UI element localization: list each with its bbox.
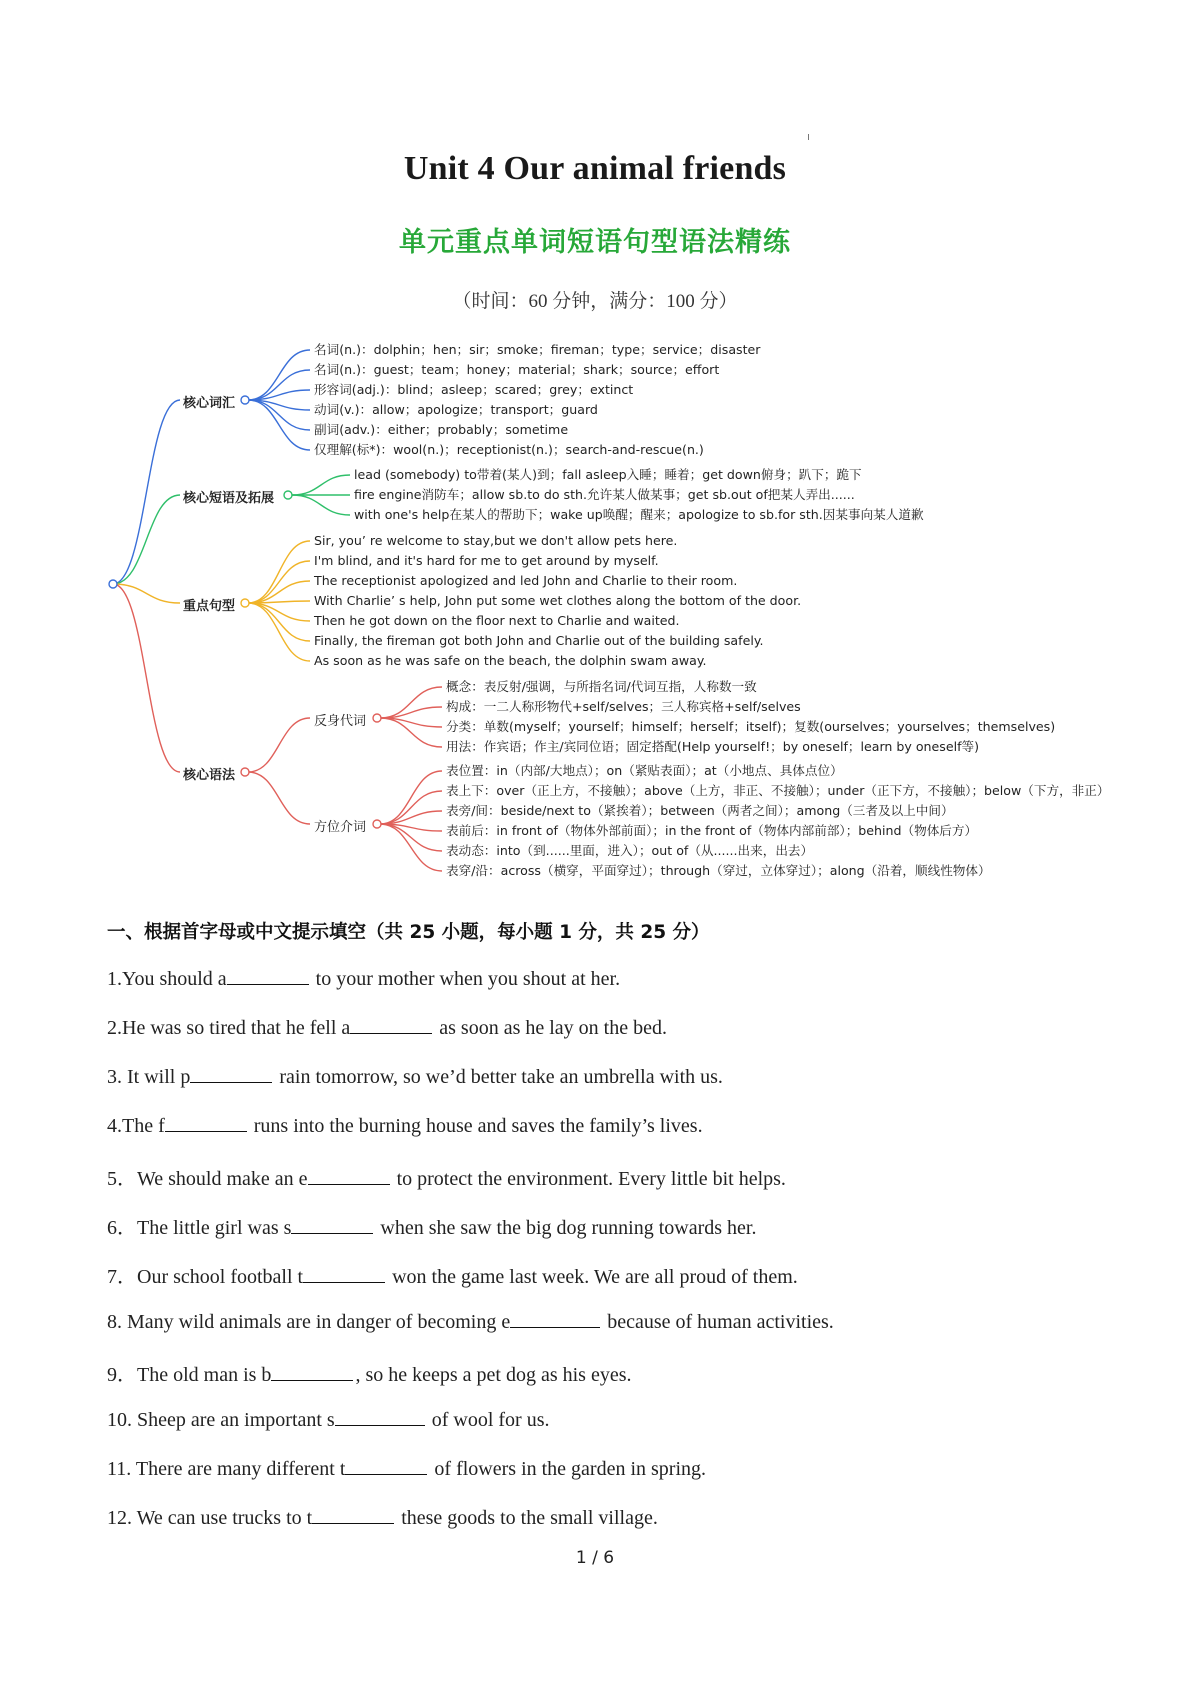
question-text: 8. Many wild animals are in danger of becoming e — [107, 1311, 511, 1333]
preposition-line: 表动态：into（到......里面，进入）；out of（从......出来，出去） — [446, 843, 814, 858]
preposition-line: 表位置：in（内部/大地点）；on（紧贴表面）；at（小地点、具体点位） — [446, 763, 843, 778]
branch-vocab-leaf — [248, 350, 310, 400]
phrase-line: with one's help在某人的帮助下；wake up唤醒；醒来；apologize to sb.for sth.因某事向某人道歉 — [354, 507, 924, 522]
answer-blank[interactable] — [190, 1064, 272, 1083]
answer-blank[interactable] — [303, 1264, 385, 1283]
sentence-line: The receptionist apologized and led John and Charlie to their room. — [314, 573, 738, 588]
page-subtitle: 单元重点单词短语句型语法精练 — [399, 227, 791, 258]
answer-blank[interactable] — [312, 1505, 394, 1524]
branch-vocab — [113, 400, 180, 584]
sentence-line: I'm blind, and it's hard for me to get around by myself. — [314, 553, 659, 568]
category-sentences: 重点句型 — [183, 599, 236, 614]
question-text: runs into the burning house and saves the family’s lives. — [248, 1115, 703, 1137]
vocab-line: 形容词(adj.)：blind；asleep；scared；grey；extinct — [314, 382, 634, 397]
question-text: these goods to the small village. — [396, 1507, 658, 1529]
question-text: rain tomorrow, so we’d better take an umbrella with us. — [274, 1066, 723, 1088]
question-9 — [107, 1358, 631, 1387]
preposition-line: 表穿/沿：across（横穿，平面穿过）；through（穿过，立体穿过）；along（沿着，顺线性物体） — [446, 863, 991, 878]
question-text: of wool for us. — [426, 1409, 550, 1431]
sentence-line: With Charlie’ s help, John put some wet clothes along the bottom of the door. — [314, 593, 802, 608]
node-root — [109, 580, 117, 588]
phrase-line: fire engine消防车；allow sb.to do sth.允许某人做某事；get sb.out of把某人弄出...... — [354, 487, 855, 502]
stray-mark — [808, 134, 809, 140]
question-11 — [107, 1456, 706, 1481]
answer-blank[interactable] — [308, 1166, 390, 1185]
sentence-line: Then he got down on the floor next to Charlie and waited. — [314, 613, 680, 628]
answer-blank[interactable] — [227, 966, 309, 985]
node-prepositions — [373, 820, 381, 828]
vocab-line: 仅理解(标*)：wool(n.)；receptionist(n.)；search-and-rescue(n.) — [314, 442, 704, 457]
node-phrases — [284, 491, 292, 499]
question-text: 4.The f — [107, 1115, 165, 1137]
question-10 — [107, 1407, 549, 1432]
preposition-line: 表前后：in front of（物体外部前面）；in the front of（物体内部前部）；behind（物体后方） — [446, 823, 978, 838]
question-text: 5．We should make an e — [107, 1168, 308, 1190]
answer-blank[interactable] — [510, 1309, 600, 1328]
sentence-line: Finally, the fireman got both John and Charlie out of the building safely. — [314, 633, 764, 648]
subcategory-reflexive: 反身代词 — [314, 714, 367, 729]
vocab-line: 动词(v.)：allow；apologize；transport；guard — [314, 402, 598, 417]
answer-blank[interactable] — [350, 1015, 432, 1034]
branch-preposition-leaf — [380, 791, 442, 824]
question-text: 7．Our school football t — [107, 1266, 304, 1288]
branch-vocab-leaf — [248, 400, 310, 450]
branch-sentences — [113, 584, 180, 603]
sentence-line: Sir, you’ re welcome to stay,but we don't allow pets here. — [314, 533, 678, 548]
page-number: 1 / 6 — [575, 1548, 615, 1568]
reflexive-line: 概念：表反射/强调，与所指名词/代词互指，人称数一致 — [446, 679, 757, 694]
branch-reflexive — [248, 718, 310, 772]
question-text: to protect the environment. Every little bit helps. — [391, 1168, 786, 1190]
branch-preposition-leaf — [380, 771, 442, 824]
question-text: 2.He was so tired that he fell a — [107, 1017, 351, 1039]
vocab-line: 名词(n.)：guest；team；honey；material；shark；source；effort — [314, 362, 720, 377]
question-text: won the game last week. We are all proud of them. — [387, 1266, 798, 1288]
question-text: of flowers in the garden in spring. — [429, 1458, 707, 1480]
preposition-line: 表上下：over（正上方，不接触）；above（上方，非正、不接触）；under（正下方，不接触）；below（下方，非正） — [446, 783, 1110, 798]
question-6 — [107, 1211, 756, 1240]
vocab-line: 副词(adv.)：either；probably；sometime — [314, 422, 569, 437]
question-text: to your mother when you shout at her. — [310, 968, 621, 990]
category-grammar: 核心语法 — [183, 768, 236, 783]
branch-reflexive-leaf — [380, 687, 442, 718]
branch-sentence-leaf — [248, 541, 310, 603]
question-5 — [107, 1162, 786, 1191]
question-text: 9．The old man is b — [107, 1364, 272, 1386]
vocab-line: 名词(n.)：dolphin；hen；sir；smoke；fireman；type；service；disaster — [314, 342, 761, 357]
question-text: 12. We can use trucks to t — [107, 1507, 313, 1529]
preposition-line: 表旁/间：beside/next to（紧挨着）；between（两者之间）；among（三者及以上中间） — [446, 803, 954, 818]
node-reflexive — [373, 714, 381, 722]
question-2 — [107, 1015, 667, 1040]
branch-phrases — [113, 495, 180, 584]
question-4 — [107, 1113, 703, 1138]
node-sentences — [241, 599, 249, 607]
branch-phrase-leaf — [292, 495, 350, 515]
branch-sentence-leaf — [248, 603, 310, 641]
reflexive-line: 用法：作宾语；作主/宾同位语；固定搭配(Help yourself!；by oneself；learn by oneself等) — [446, 739, 980, 754]
question-3 — [107, 1064, 723, 1089]
category-phrases: 核心短语及拓展 — [183, 491, 275, 506]
question-8 — [107, 1309, 834, 1334]
category-vocab: 核心词汇 — [183, 396, 236, 411]
answer-blank[interactable] — [271, 1362, 353, 1381]
subcategory-prepositions: 方位介词 — [314, 820, 367, 835]
question-text: when she saw the big dog running towards her. — [375, 1217, 757, 1239]
question-text: 3. It will p — [107, 1066, 191, 1088]
answer-blank[interactable] — [165, 1113, 247, 1132]
question-text: 1.You should a — [107, 968, 227, 990]
branch-phrase-leaf — [292, 475, 350, 495]
question-text: 10. Sheep are an important s — [107, 1409, 335, 1431]
phrase-line: lead (somebody) to带着(某人)到；fall asleep入睡；睡着；get down俯身；趴下；跪下 — [354, 467, 862, 482]
answer-blank[interactable] — [335, 1407, 425, 1426]
answer-blank[interactable] — [291, 1215, 373, 1234]
node-vocab — [241, 396, 249, 404]
branch-sentence-leaf — [248, 581, 310, 603]
section-heading: 一、根据首字母或中文提示填空（共 25 小题，每小题 1 分，共 25 分） — [107, 922, 710, 943]
question-1 — [107, 966, 620, 991]
answer-blank[interactable] — [345, 1456, 427, 1475]
page-title: Unit 4 Our animal friends — [403, 150, 787, 187]
sentence-line: As soon as he was safe on the beach, the dolphin swam away. — [314, 653, 707, 668]
question-text: because of human activities. — [602, 1311, 834, 1333]
node-grammar — [241, 768, 249, 776]
question-7 — [107, 1260, 798, 1289]
branch-grammar — [113, 584, 180, 772]
mind-map — [0, 330, 1190, 890]
question-text: 11. There are many different t — [107, 1458, 346, 1480]
branch-prepositions — [248, 772, 310, 824]
time-score-info: （时间：60 分钟，满分：100 分） — [452, 291, 738, 312]
reflexive-line: 构成：一二人称形物代+self/selves；三人称宾格+self/selves — [446, 699, 801, 714]
question-12 — [107, 1505, 658, 1530]
reflexive-line: 分类：单数(myself；yourself；himself；herself；itself)；复数(ourselves；yourselves；themselves) — [446, 719, 1056, 734]
question-text: 6．The little girl was s — [107, 1217, 292, 1239]
question-text: , so he keeps a pet dog as his eyes. — [355, 1364, 632, 1386]
question-text: as soon as he lay on the bed. — [434, 1017, 667, 1039]
